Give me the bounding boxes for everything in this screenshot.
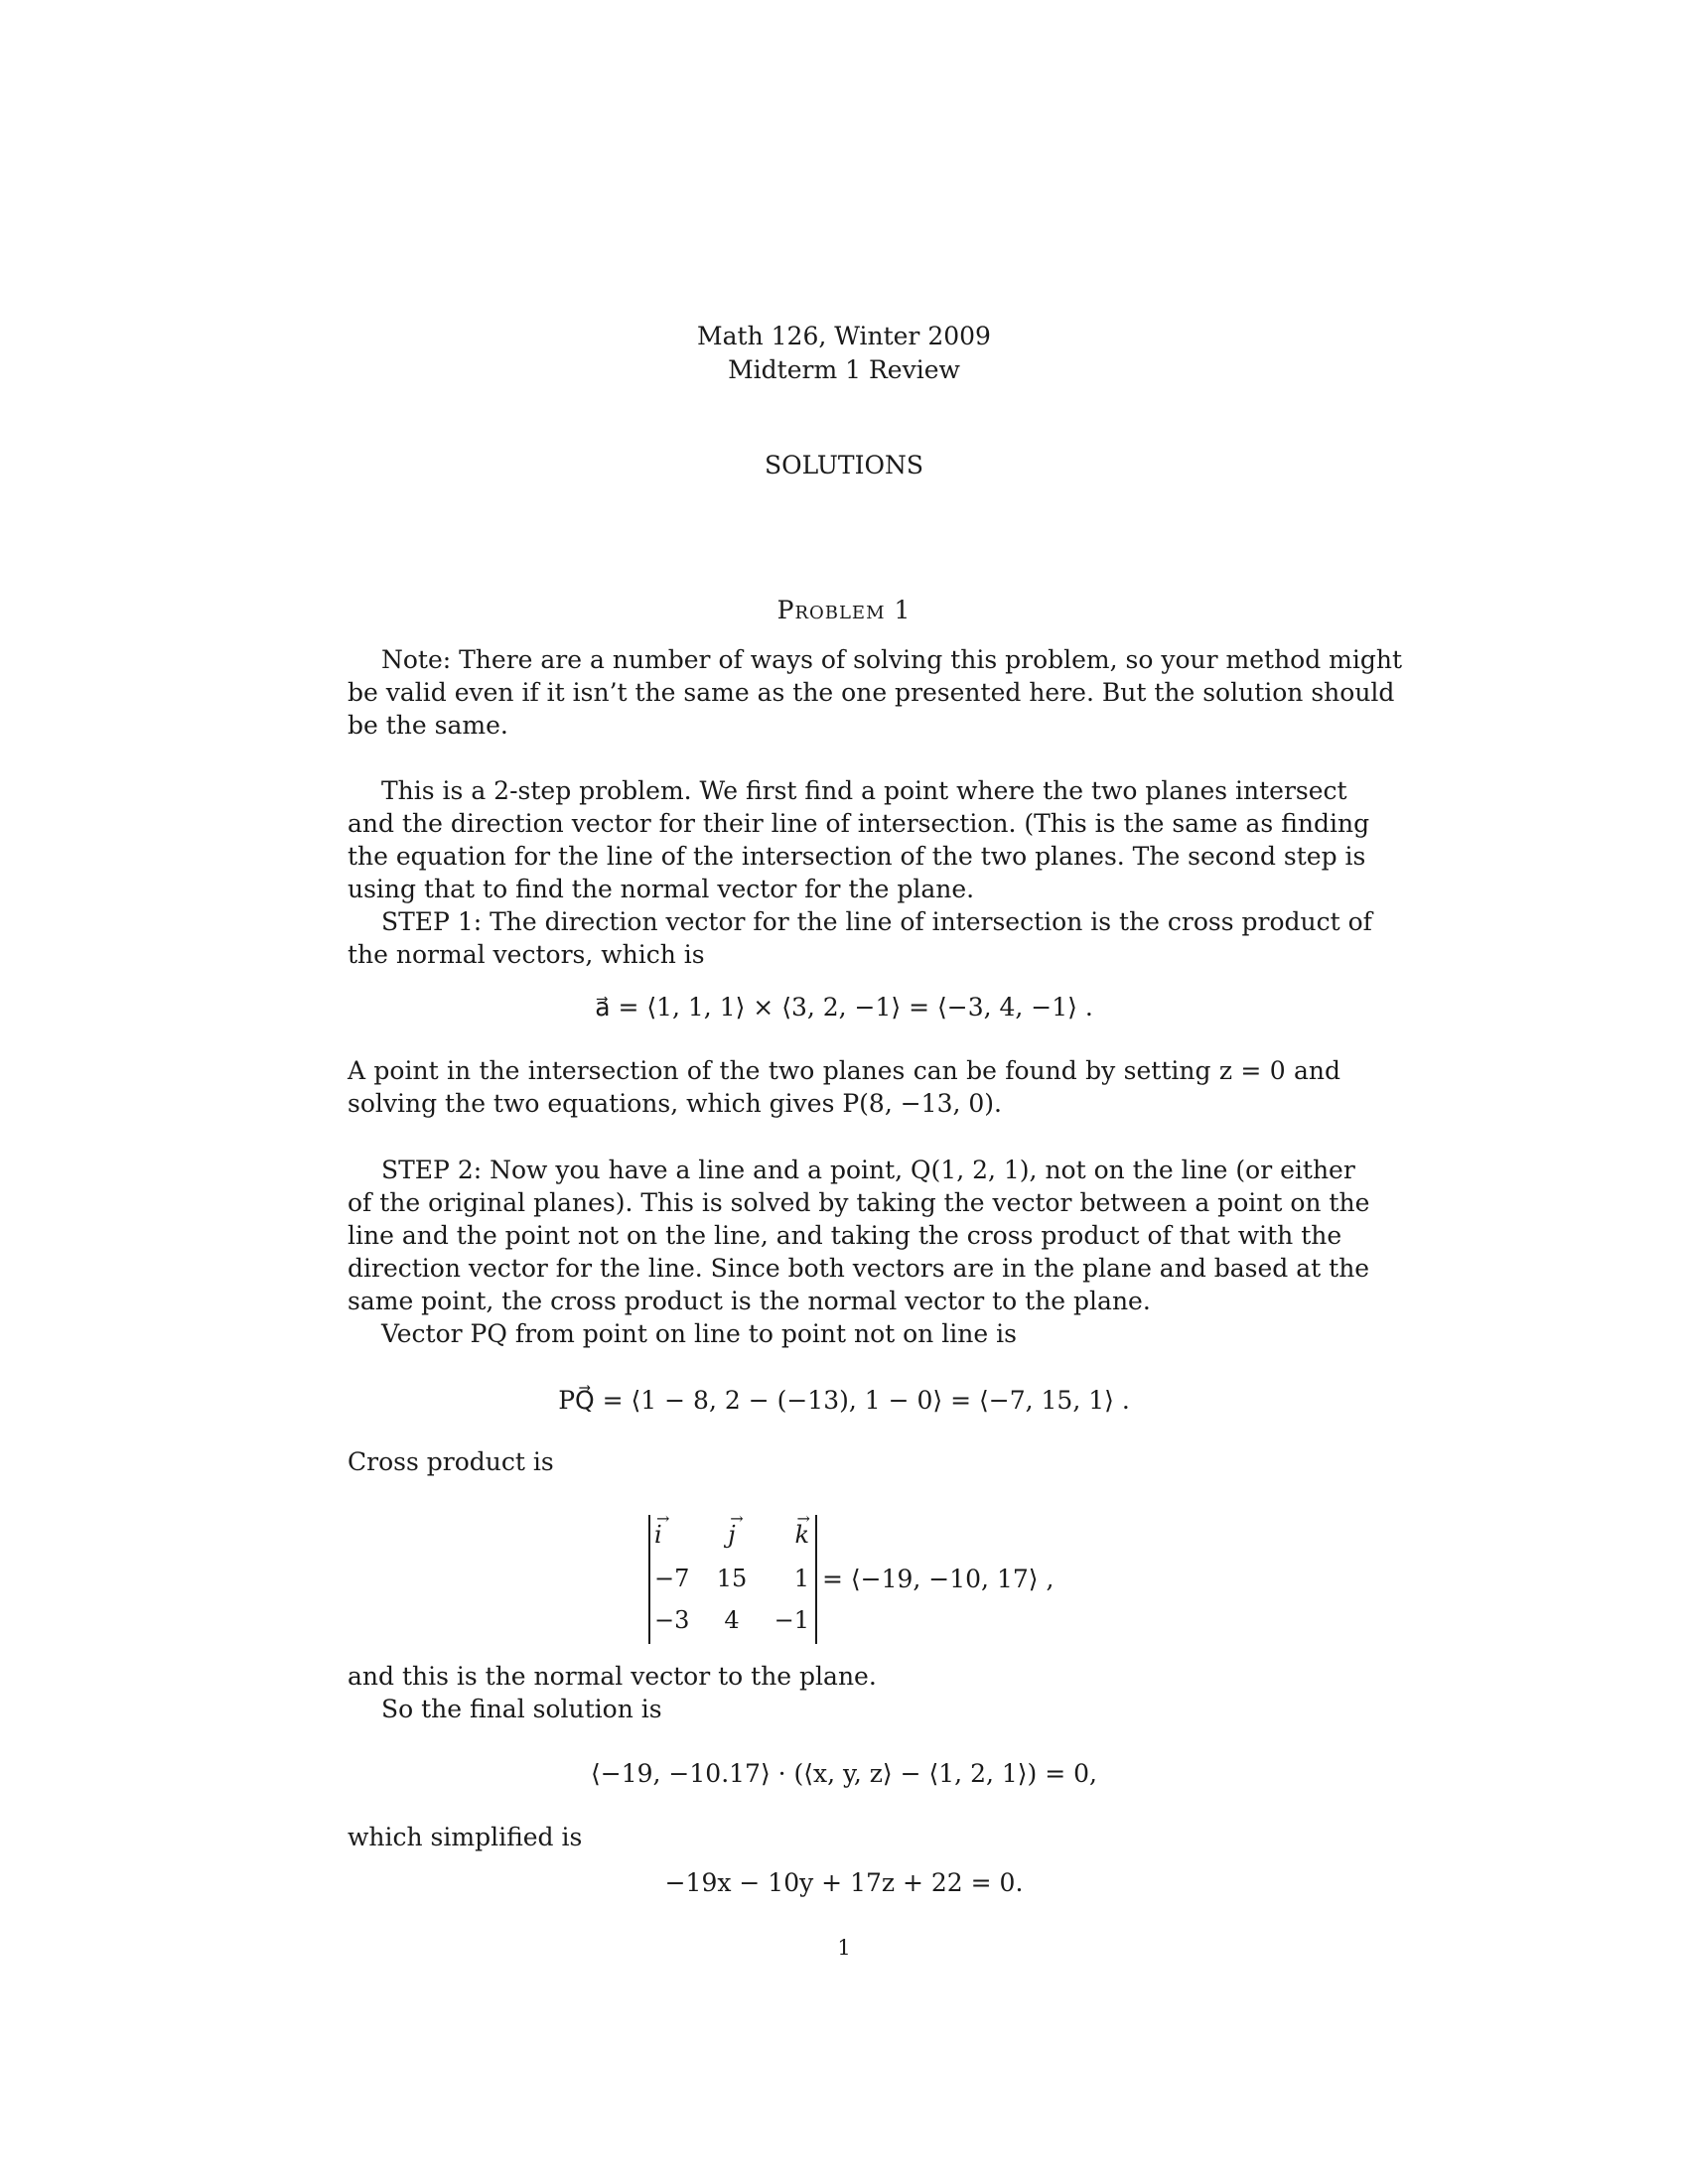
step2-line: STEP 2: Now you have a line and a point, Q(1, 2, 1), not on the line (or either bbox=[381, 1156, 1355, 1184]
matrix-cell: 15 bbox=[716, 1565, 748, 1592]
matrix-cell: −1 bbox=[774, 1606, 809, 1634]
step2-paragraph bbox=[348, 1154, 1370, 1350]
step2-line: direction vector for the line. Since both vectors are in the plane and based at the bbox=[348, 1254, 1370, 1283]
note-paragraph bbox=[348, 643, 1403, 742]
point-line: A point in the intersection of the two planes can be found by setting z = 0 and bbox=[348, 1056, 1340, 1085]
matrix-row bbox=[650, 1563, 815, 1594]
intro-line: and the direction vector for their line of intersection. (This is the same as finding bbox=[348, 809, 1370, 838]
note-line: Note: There are a number of ways of solving this problem, so your method might bbox=[381, 645, 1403, 674]
step1-line: STEP 1: The direction vector for the line of intersection is the cross product of bbox=[381, 907, 1372, 936]
matrix-cell: 4 bbox=[724, 1606, 740, 1634]
vector-pq-line: Vector PQ from point on line to point not on line is bbox=[381, 1319, 1017, 1348]
course-title: Math 126, Winter 2009 bbox=[697, 322, 991, 350]
step2-line: of the original planes). This is solved by taking the vector between a point on the bbox=[348, 1188, 1370, 1217]
intro-paragraph bbox=[348, 774, 1372, 971]
problem-heading: Problem 1 bbox=[776, 596, 912, 624]
cross-product-result: = ⟨−19, −10, 17⟩ , bbox=[822, 1565, 1055, 1593]
point-paragraph bbox=[348, 1054, 1340, 1120]
cross-product-determinant bbox=[648, 1515, 817, 1644]
point-line: solving the two equations, which gives P(8, −13, 0). bbox=[348, 1089, 1002, 1118]
note-line: be the same. bbox=[348, 711, 508, 740]
final-solution-line: So the final solution is bbox=[381, 1695, 662, 1723]
unit-vector-j: → j bbox=[728, 1519, 735, 1551]
unit-vector-k: → k bbox=[794, 1519, 809, 1551]
step2-line: same point, the cross product is the normal vector to the plane. bbox=[348, 1287, 1151, 1315]
equation-plane-simplified: −19x − 10y + 17z + 22 = 0. bbox=[664, 1868, 1024, 1897]
simplified-label: which simplified is bbox=[348, 1823, 583, 1851]
step2-line: line and the point not on the line, and taking the cross product of that with the bbox=[348, 1221, 1342, 1250]
matrix-cell bbox=[708, 1519, 756, 1551]
unit-vector-i: → i bbox=[654, 1519, 662, 1551]
matrix-cell bbox=[654, 1519, 702, 1551]
normal-line: and this is the normal vector to the plane. bbox=[348, 1662, 877, 1691]
solutions-heading: SOLUTIONS bbox=[765, 451, 923, 479]
matrix-cell bbox=[758, 1519, 809, 1551]
equation-plane-vector-form: ⟨−19, −10.17⟩ · (⟨x, y, z⟩ − ⟨1, 2, 1⟩) = 0, bbox=[591, 1759, 1097, 1788]
simplified-paragraph bbox=[348, 1821, 1340, 1853]
cross-product-label: Cross product is bbox=[348, 1447, 554, 1476]
intro-line: This is a 2-step problem. We first find a point where the two planes intersect bbox=[381, 776, 1347, 805]
matrix-row bbox=[650, 1519, 815, 1551]
cross-product-label-block bbox=[348, 1445, 1340, 1478]
equation-direction-vector: a⃗ = ⟨1, 1, 1⟩ × ⟨3, 2, −1⟩ = ⟨−3, 4, −1⟩ . bbox=[595, 993, 1093, 1022]
normal-paragraph bbox=[348, 1660, 1340, 1725]
exam-title: Midterm 1 Review bbox=[728, 355, 960, 384]
step1-line: the normal vectors, which is bbox=[348, 940, 705, 969]
equation-pq-vector: PQ⃗ = ⟨1 − 8, 2 − (−13), 1 − 0⟩ = ⟨−7, 15, 1⟩ . bbox=[558, 1386, 1130, 1415]
matrix-cell: −3 bbox=[654, 1606, 690, 1634]
note-line: be valid even if it isn’t the same as the one presented here. But the solution should bbox=[348, 678, 1395, 707]
matrix-cell: −7 bbox=[654, 1565, 690, 1592]
matrix-cell: 1 bbox=[793, 1565, 809, 1592]
intro-line: using that to find the normal vector for the plane. bbox=[348, 875, 975, 903]
matrix-row bbox=[650, 1604, 815, 1636]
page-number: 1 bbox=[837, 1936, 851, 1960]
intro-line: the equation for the line of the intersection of the two planes. The second step is bbox=[348, 842, 1366, 871]
